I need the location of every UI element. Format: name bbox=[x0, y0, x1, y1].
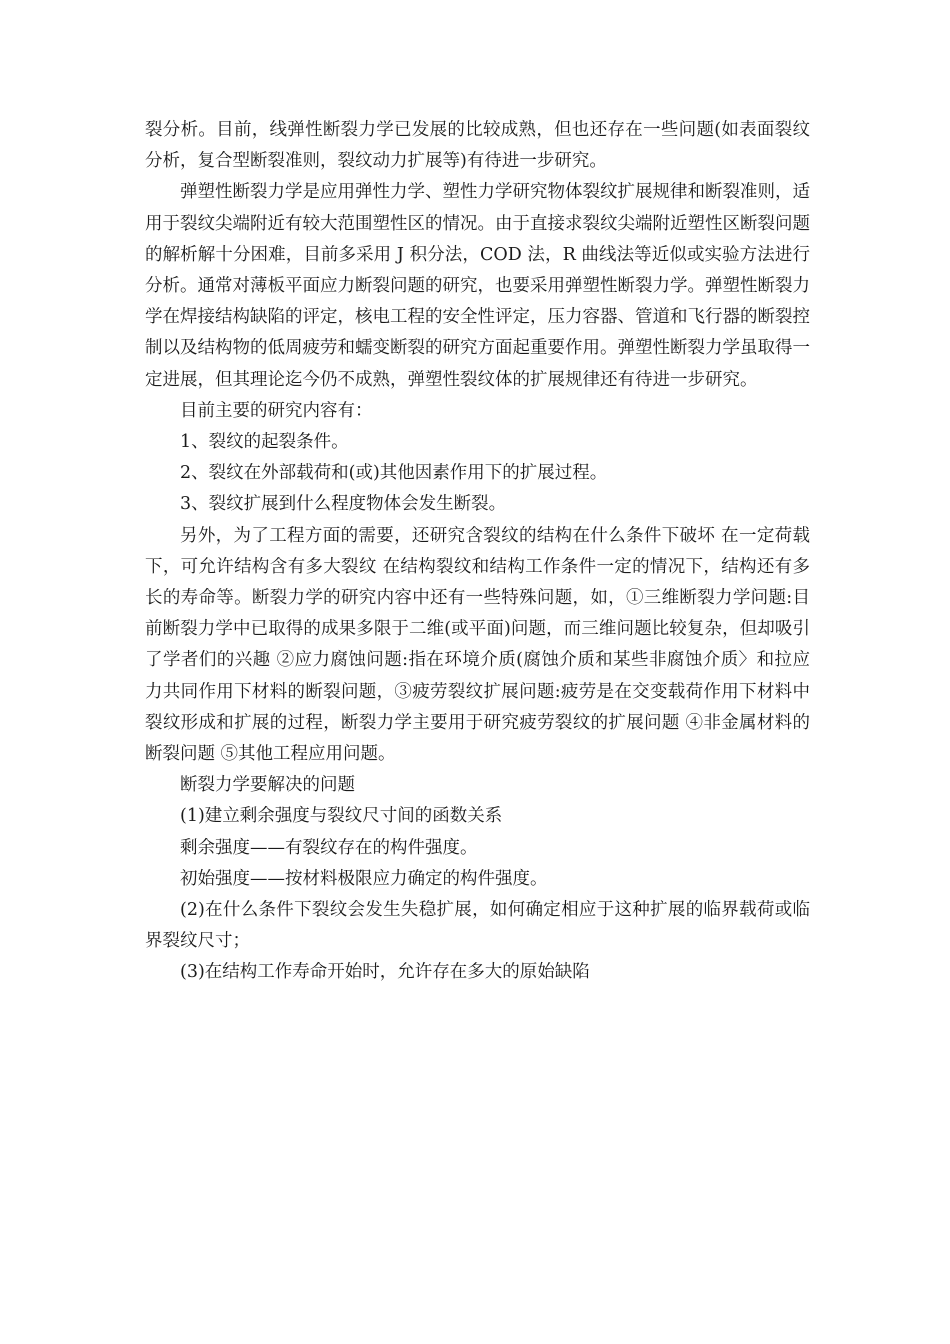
paragraph-research-content-heading: 目前主要的研究内容有： bbox=[180, 400, 373, 421]
list-item-3: 3、裂纹扩展到什么程度物体会发生断裂。 bbox=[180, 494, 507, 515]
section-heading-problems: 断裂力学要解决的问题 bbox=[180, 775, 355, 796]
problem-item-1: (1)建立剩余强度与裂纹尺寸间的函数关系 bbox=[180, 806, 503, 827]
list-item-1: 1、裂纹的起裂条件。 bbox=[180, 432, 349, 453]
definition-residual-strength: 剩余强度——有裂纹存在的构件强度。 bbox=[180, 837, 478, 858]
paragraph-special-problems: 另外，为了工程方面的需要，还研究含裂纹的结构在什么条件下破坏 在一定荷载下，可允许结构含有多大裂纹 在结构裂纹和结构工作条件一定的情况下，结构还有多长的寿命等。断裂力学的研究内容中还有一些特殊问题，如，①三维断裂力学问题:目前断裂力学中已取得的成果多限于二维(或平面)问题，而三维问题比较复杂，但却吸引了学者们的兴趣 ②应力腐蚀问题:指在环境介质(腐蚀介质和某些非腐蚀介质〉和拉应力共同作用下材料的断裂问题，③疲劳裂纹扩展问题:疲劳是在交变载荷作用下材料中裂纹形成和扩展的过程，断裂力学主要用于研究疲劳裂纹的扩展问题 ④非金属材料的断裂问题 ⑤其他工程应用问题。 bbox=[145, 525, 810, 765]
list-item-2: 2、裂纹在外部载荷和(或)其他因素作用下的扩展过程。 bbox=[180, 463, 608, 484]
document-body bbox=[145, 115, 810, 989]
paragraph-elastoplastic-fracture: 弹塑性断裂力学是应用弹性力学、塑性力学研究物体裂纹扩展规律和断裂准则，适用于裂纹尖端附近有较大范围塑性区的情况。由于直接求裂纹尖端附近塑性区断裂问题的解析解十分困难，目前多采用 J 积分法，COD 法，R 曲线法等近似或实验方法进行分析。通常对薄板平面应力断裂问题的研究，也要采用弹塑性断裂力学。弹塑性断裂力学在焊接结构缺陷的评定，核电工程的安全性评定，压力容器、管道和飞行器的断裂控制以及结构物的低周疲劳和蠕变断裂的研究方面起重要作用。弹塑性断裂力学虽取得一定进展，但其理论迄今仍不成熟，弹塑性裂纹体的扩展规律还有待进一步研究。 bbox=[145, 182, 810, 390]
problem-item-3: (3)在结构工作寿命开始时，允许存在多大的原始缺陷 bbox=[180, 962, 590, 983]
problem-item-2: (2)在什么条件下裂纹会发生失稳扩展，如何确定相应于这种扩展的临界载荷或临界裂纹尺寸； bbox=[145, 900, 810, 952]
paragraph-fracture-analysis-intro: 裂分析。目前，线弹性断裂力学已发展的比较成熟，但也还存在一些问题(如表面裂纹分析，复合型断裂准则，裂纹动力扩展等)有待进一步研究。 bbox=[145, 120, 810, 172]
definition-initial-strength: 初始强度——按材料极限应力确定的构件强度。 bbox=[180, 868, 548, 889]
